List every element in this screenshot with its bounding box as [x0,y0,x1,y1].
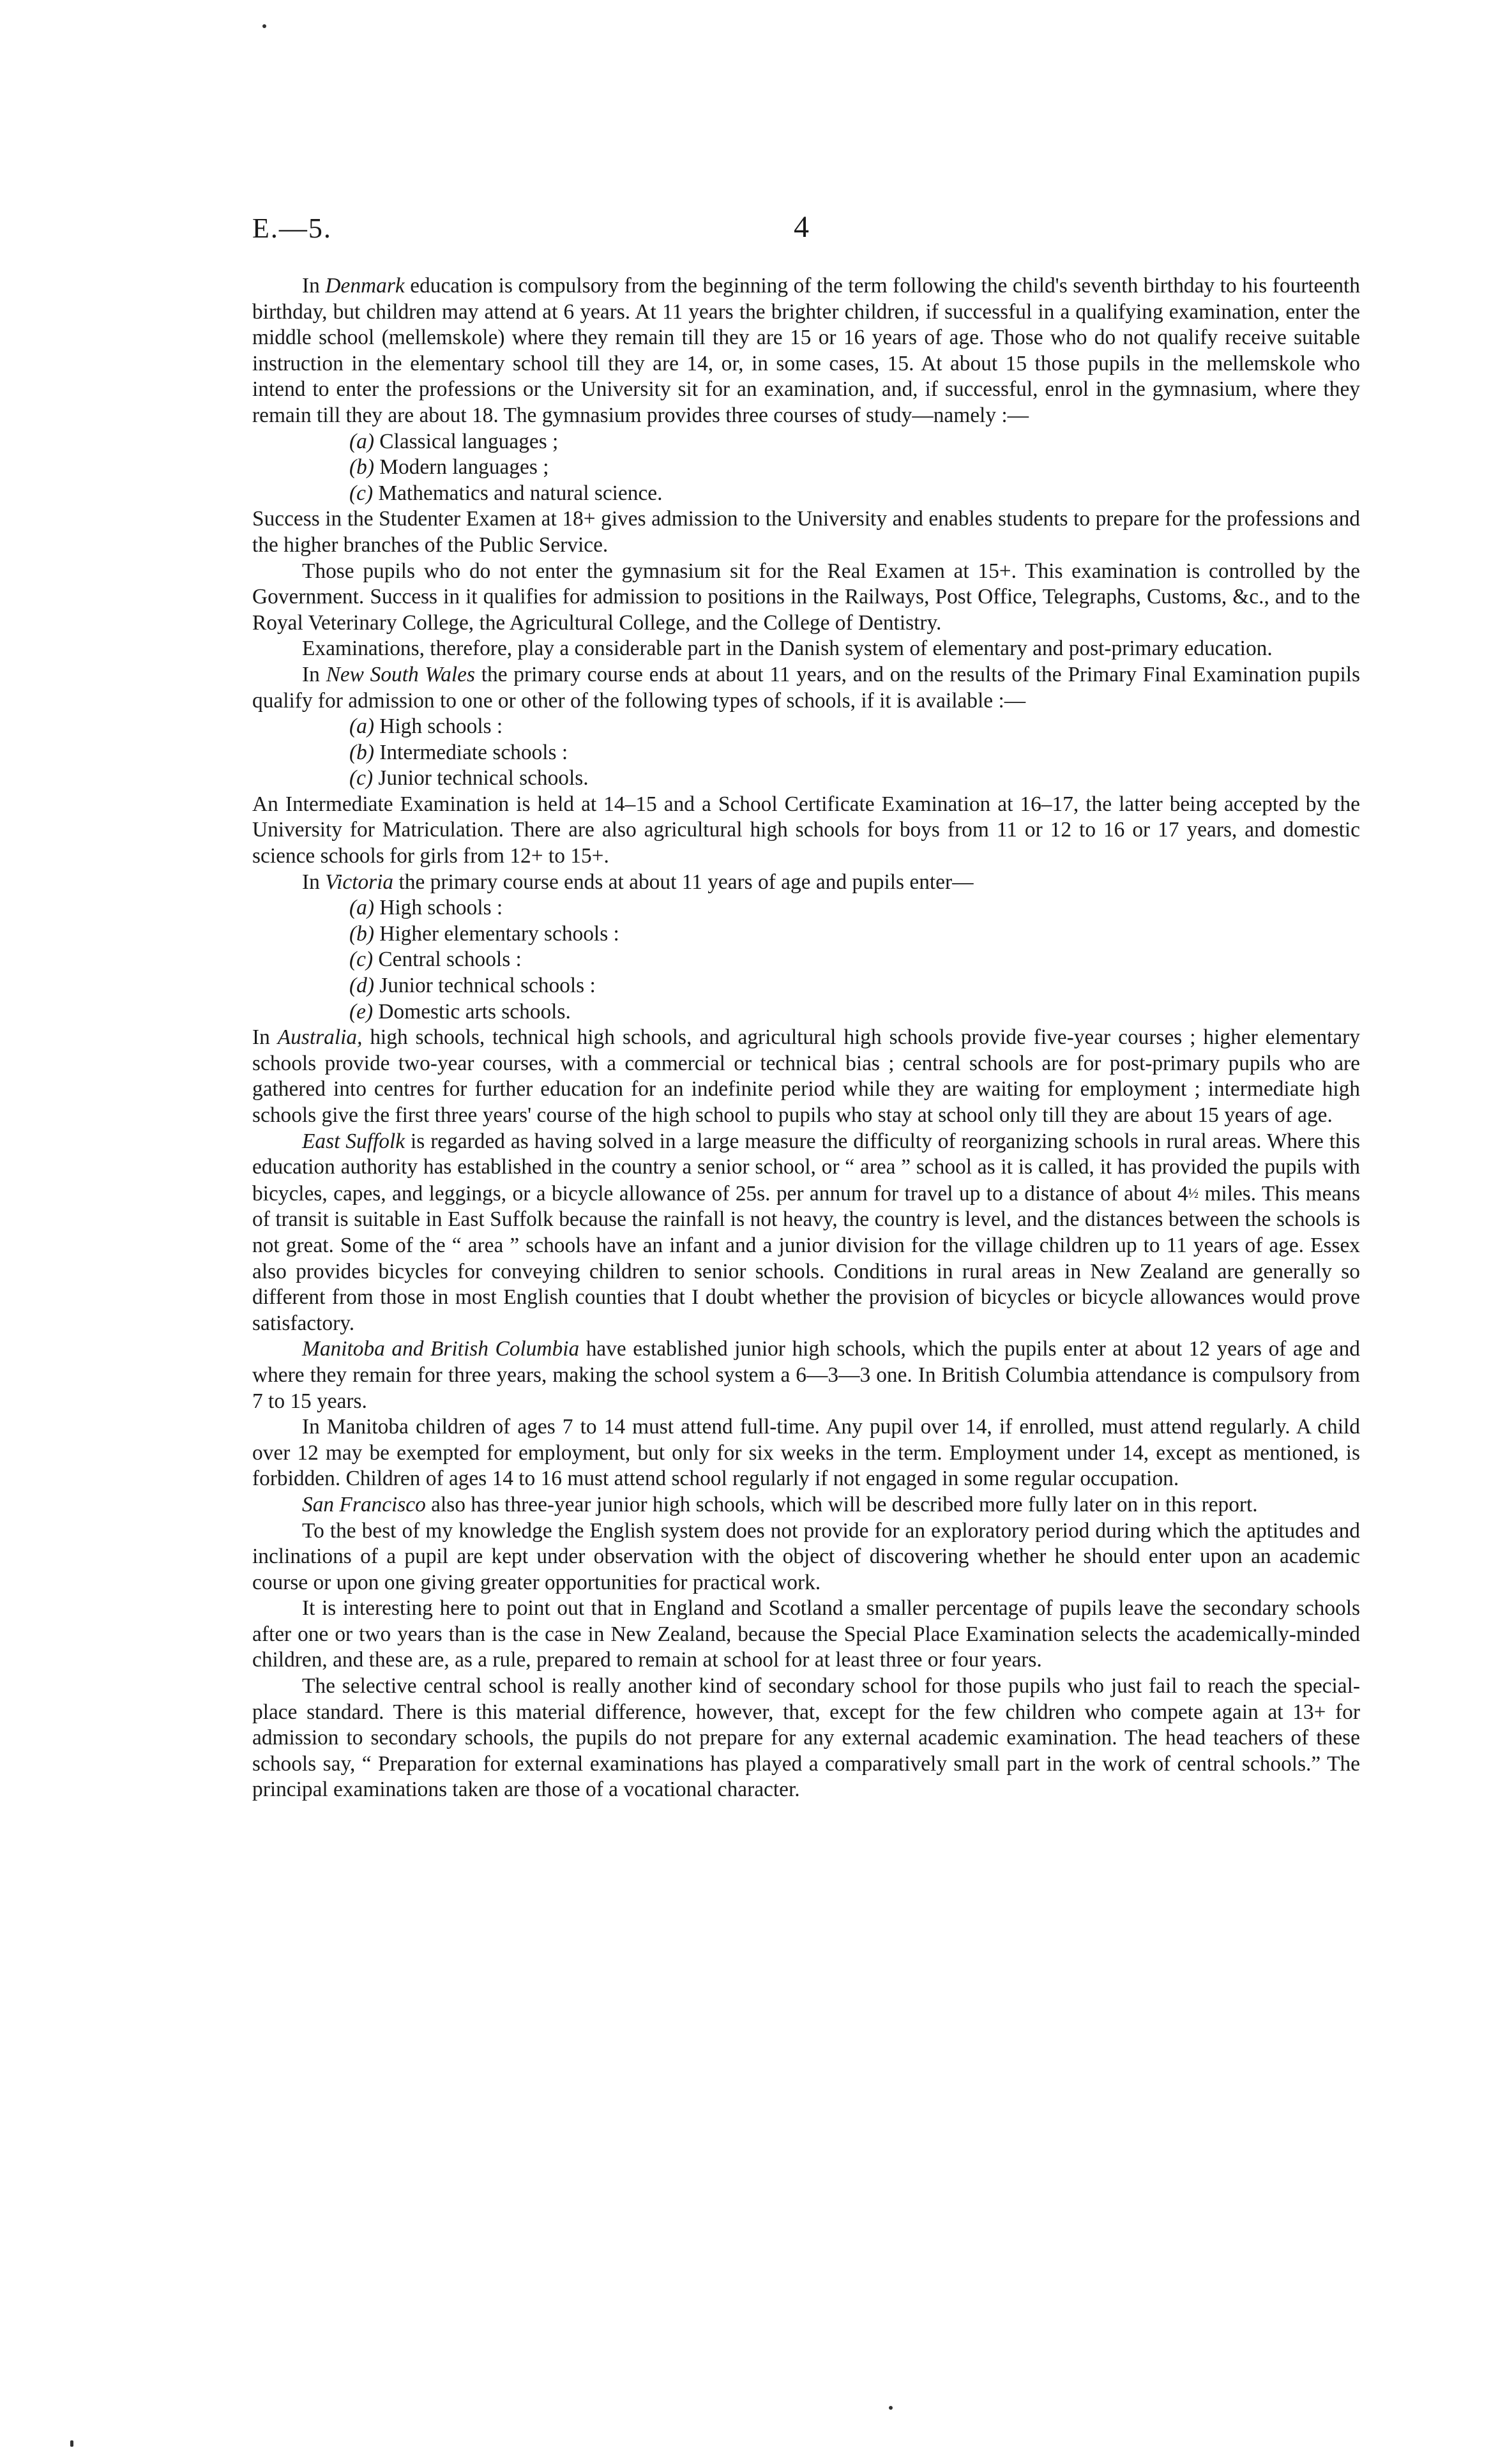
paragraph-lead: In [302,274,326,298]
list-item: (c) Junior technical schools. [349,766,589,790]
list-item: (b) Intermediate schools : [349,740,568,764]
fraction: ½ [1188,1184,1199,1201]
paragraph-england-scotland: It is interesting here to point out that in England and Scotland a smaller percentage of pupils leave the secondary schools after one or two years than is the case in New Zealand, because the Special Place Examination selects the academically-minded children, and these are, as a rule, prepared to remain at school for at least three or four years. [252,1596,1360,1672]
country-name: Denmark [325,274,405,298]
country-name: Victoria [325,870,394,894]
paragraph-text: education is compulsory from the beginning of the term following the child's seventh birthday to his fourteenth birthday, but children may attend at 6 years. At 11 years the brighter children, if successful in a qualifying examination, enter the middle school (mellemskole) where they remain till they are 15 or 16 years of age. Those who do not qualify receive suitable instruction in the elementary school till they are 14, or, in some cases, 15. At about 15 those pupils in the mellemskole who intend to enter the professions or the University sit for an examination, and, if successful, enrol in the gymnasium, where they remain till they are about 18. The gymnasium provides three courses of study—namely :— [252,274,1360,427]
paragraph-victoria: In Victoria the primary course ends at about 11 years of age and pupils enter— [302,870,974,894]
paragraph-san-francisco: San Francisco also has three-year junior high schools, which will be described more fully later on in this report. [302,1492,1258,1516]
list-item: (d) Junior technical schools : [349,974,596,998]
paragraph-nsw: In New South Wales the primary course ends at about 11 years, and on the results of the Primary Final Examination pupils qualify for admission to one or other of the following types of schools, if it is available :— [252,662,1360,713]
list-item: (b) Modern languages ; [349,455,549,480]
body-text [252,273,1360,1803]
document-reference: E.—5. [252,213,332,244]
country-name: Australia, [277,1025,363,1050]
stray-mark-corner [70,2440,73,2447]
paragraph-success: Success in the Studenter Examen at 18+ gives admission to the University and enables students to prepare for the professions and the higher branches of the Public Service. [252,507,1360,557]
paragraph-manitoba-bc: Manitoba and British Columbia have established junior high schools, which the pupils enter at about 12 years of age and where they remain for three years, making the school system a 6—3—3 one. In British Columbia attendance is compulsory from 7 to 15 years. [252,1337,1360,1413]
list-item: (b) Higher elementary schools : [349,921,619,946]
victoria-schools-list [252,895,1360,1025]
nsw-schools-list [252,714,1360,792]
page-number: 4 [794,210,809,244]
stray-mark-top [262,24,266,28]
stray-mark-bottom [889,2406,893,2410]
paragraph-examinations: Examinations, therefore, play a considerable part in the Danish system of elementary and post-primary education. [302,637,1273,661]
list-item: (a) High schools : [349,896,503,920]
list-item: (a) High schools : [349,714,503,739]
region-name: San Francisco [302,1492,426,1516]
paragraph-east-suffolk: East Suffolk is regarded as having solved in a large measure the difficulty of reorganizing schools in rural areas. Where this education authority has established in the country a senior school, or “ area ” school as it is called, it has provided the pupils with bicycles, capes, and leggings, or a bicycle allowance of 25s. per annum for travel up to a distance of about 4½ miles. This means of transit is suitable in East Suffolk because the rainfall is not heavy, the country is level, and the distances between the schools is not great. Some of the “ area ” schools have an infant and a junior division for the village children up to 11 years of age. Essex also provides bicycles for conveying children to senior schools. Conditions in rural areas in New Zealand are generally so different from those in most English counties that I doubt whether the provision of bicycles or bicycle allowances would prove satisfactory. [252,1129,1360,1335]
paragraph-australia: In Australia, high schools, technical high schools, and agricultural high schools provide five-year courses ; higher elementary schools provide two-year courses, with a commercial or technical bias ; central schools are for post-primary pupils who are gathered into centres for further education for an indefinite period while they are waiting for employment ; intermediate high schools give the first three years' course of the high school to pupils who stay at school only till they are about 15 years of age. [252,1025,1360,1127]
region-name: East Suffolk [302,1129,405,1153]
country-name: New South Wales [326,662,475,686]
paragraph-denmark [252,273,1360,429]
paragraph-english-system: To the best of my knowledge the English system does not provide for an exploratory period during which the aptitudes and inclinations of a pupil are kept under observation with the object of discovering whether he should enter upon an academic course or upon one giving greater opportunities for practical work. [252,1518,1360,1594]
paragraph-intermediate: An Intermediate Examination is held at 14–15 and a School Certificate Examination at 16–17, the latter being accepted by the University for Matriculation. There are also agricultural high schools for boys from 11 or 12 to 16 or 17 years, and domestic science schools for girls from 12+ to 15+. [252,792,1360,868]
denmark-courses-list [252,429,1360,507]
paragraph-manitoba: In Manitoba children of ages 7 to 14 must attend full-time. Any pupil over 14, if enrolled, must attend regularly. A child over 12 may be exempted for employment, but only for six weeks in the term. Employment under 14, except as mentioned, is forbidden. Children of ages 14 to 16 must attend school regularly if not engaged in some regular occupation. [252,1415,1360,1491]
paragraph-central-school: The selective central school is really another kind of secondary school for those pupils who just fail to reach the special-place standard. There is this material difference, however, that, except for the few children who compete again at 13+ for admission to secondary schools, the pupils do not prepare for any external academic examination. The head teachers of these schools say, “ Preparation for external examinations has played a comparatively small part in the work of central schools.” The principal examinations taken are those of a vocational character. [252,1674,1360,1802]
list-item: (c) Mathematics and natural science. [349,481,663,505]
region-name: Manitoba and British Columbia [302,1337,580,1361]
list-item: (a) Classical languages ; [349,429,559,453]
paragraph-real-examen: Those pupils who do not enter the gymnasium sit for the Real Examen at 15+. This examination is controlled by the Government. Success in it qualifies for admission to positions in the Railways, Post Office, Telegraphs, Customs, &c., and to the Royal Veterinary College, the Agricultural College, and the College of Dentistry. [252,559,1360,635]
list-item: (c) Central schools : [349,948,522,972]
list-item: (e) Domestic arts schools. [349,999,571,1024]
